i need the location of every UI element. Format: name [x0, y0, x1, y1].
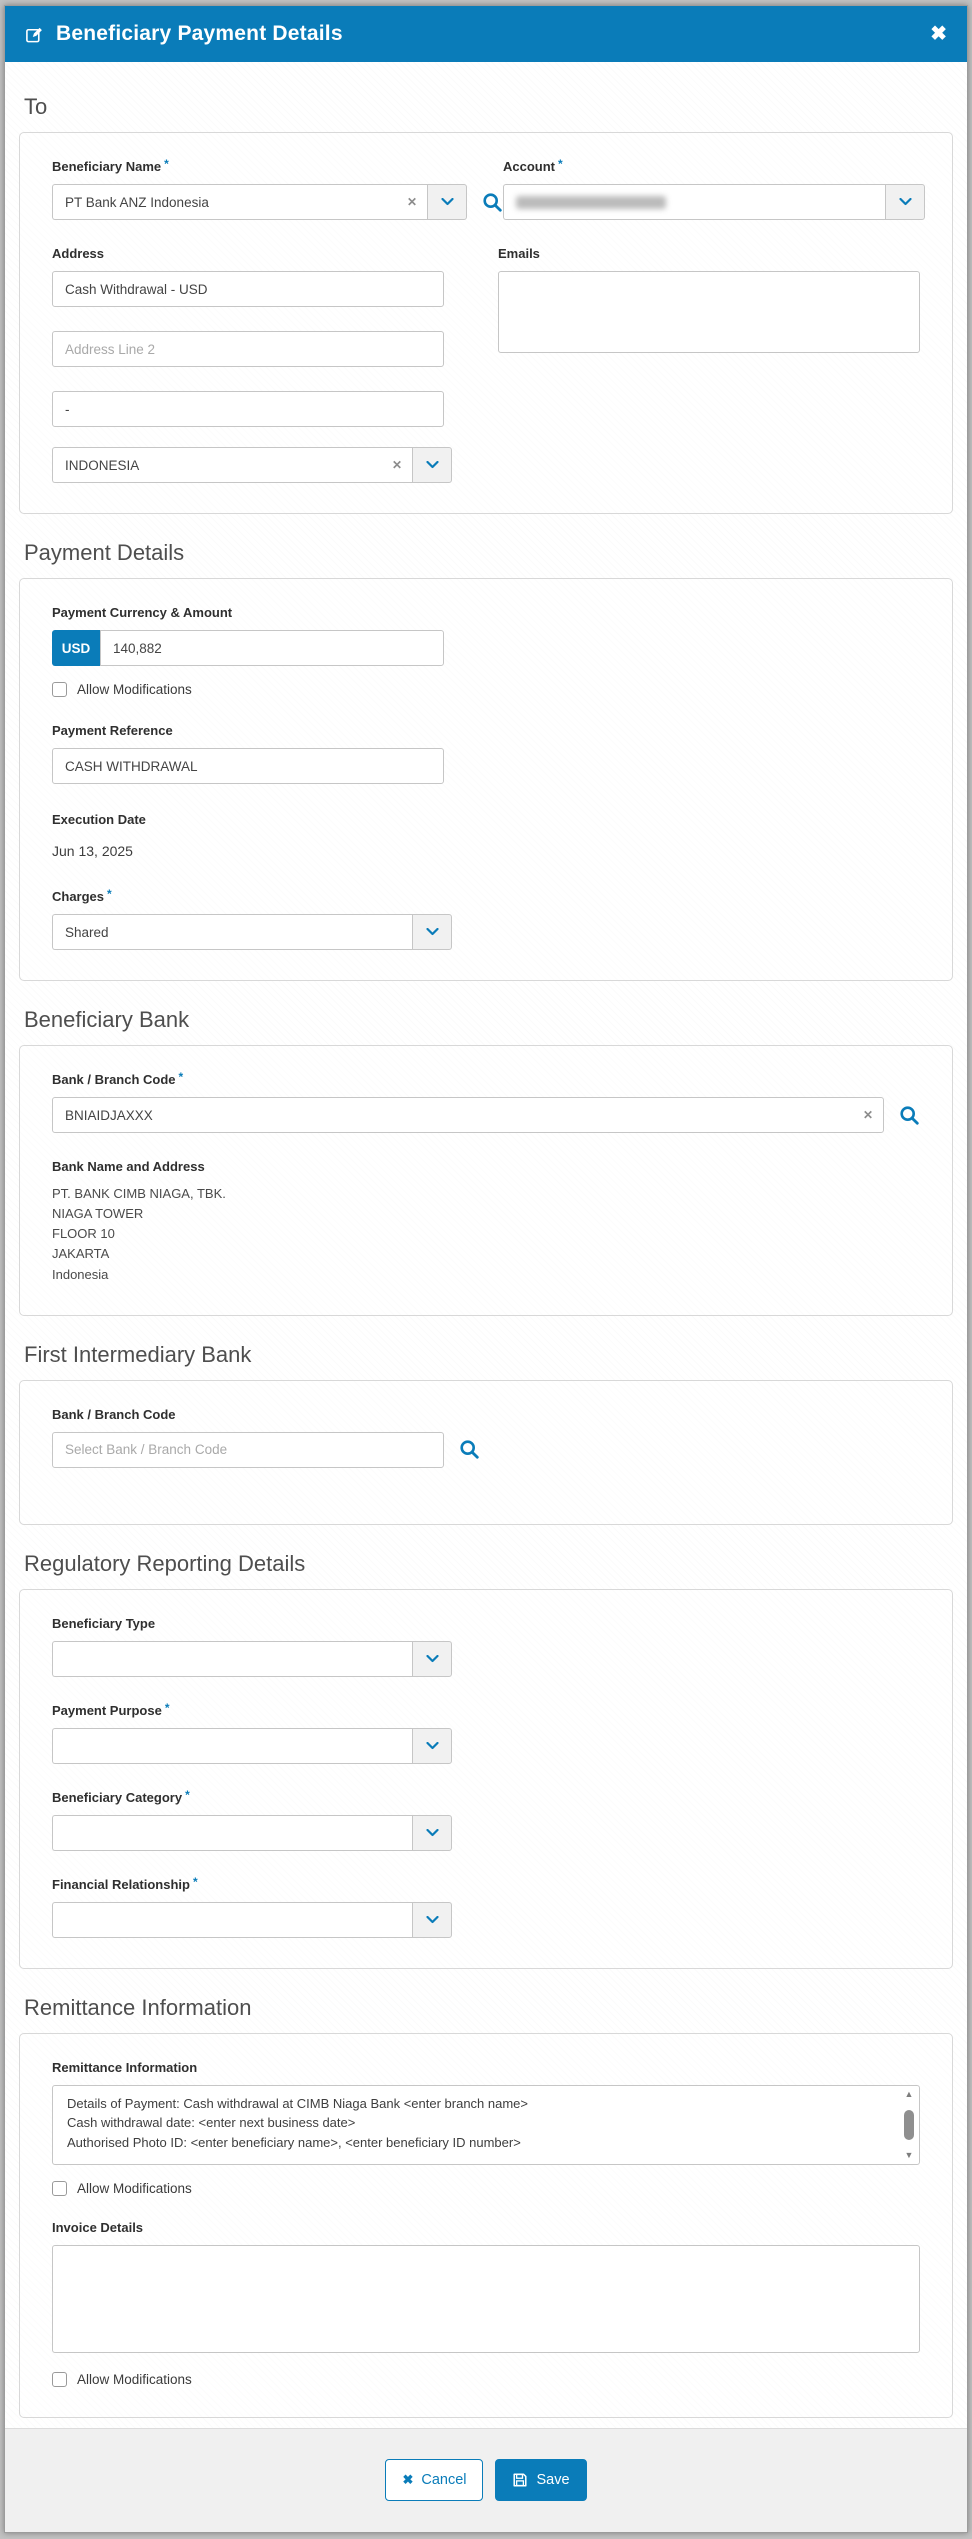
required-marker: * — [178, 1070, 184, 1084]
bank-name-address-value: PT. BANK CIMB NIAGA, TBK. NIAGA TOWER FLOOR 10 JAKARTA Indonesia — [52, 1186, 226, 1282]
charges-label: Charges * — [52, 887, 112, 904]
emails-textarea[interactable] — [498, 271, 920, 353]
edit-icon — [25, 25, 44, 44]
first-intermediary-bank-card — [19, 1380, 953, 1525]
required-marker: * — [192, 1874, 198, 1889]
bank-name-address-label: Bank Name and Address — [52, 1159, 205, 1174]
bank-branch-code-value: BNIAIDJAXXX — [65, 1107, 153, 1123]
allow-modifications-checkbox[interactable] — [52, 682, 67, 697]
address-label: Address — [52, 246, 105, 261]
close-icon[interactable]: ✖ — [930, 23, 947, 45]
account-value-redacted — [516, 196, 666, 209]
bank-branch-code-label: Bank / Branch Code * — [52, 1070, 184, 1087]
chevron-down-icon[interactable] — [885, 184, 925, 220]
remittance-card — [19, 2033, 953, 2418]
scroll-down-icon[interactable]: ▼ — [904, 2149, 914, 2160]
search-icon[interactable] — [899, 1105, 920, 1126]
chevron-down-icon[interactable] — [412, 1815, 452, 1851]
section-heading-first-intermediary-bank: First Intermediary Bank — [24, 1341, 252, 1367]
payment-purpose-select[interactable] — [52, 1728, 452, 1764]
search-icon[interactable] — [482, 192, 503, 213]
remittance-info-label: Remittance Information — [52, 2059, 198, 2075]
country-select[interactable] — [52, 447, 452, 483]
invoice-details-textarea[interactable] — [52, 2245, 920, 2353]
payment-amount-group — [52, 630, 444, 666]
payment-currency-amount-label: Payment Currency & Amount — [52, 605, 233, 620]
execution-date-value: Jun 13, 2025 — [52, 843, 133, 859]
payment-reference-input[interactable] — [52, 748, 444, 784]
beneficiary-category-select[interactable] — [52, 1815, 452, 1851]
financial-relationship-select[interactable] — [52, 1902, 452, 1938]
bank-branch-code-field[interactable] — [52, 1097, 884, 1133]
intermediary-bank-branch-code-label: Bank / Branch Code — [52, 1406, 176, 1422]
to-card — [19, 132, 953, 514]
clear-icon[interactable]: ✕ — [862, 1108, 873, 1122]
chevron-down-icon[interactable] — [412, 447, 452, 483]
charges-select[interactable] — [52, 914, 452, 950]
allow-modifications-label: Allow Modifications — [77, 2180, 192, 2196]
chevron-down-icon[interactable] — [412, 1902, 452, 1938]
beneficiary-name-value: PT Bank ANZ Indonesia — [65, 194, 209, 210]
allow-modifications-label: Allow Modifications — [77, 682, 192, 697]
beneficiary-category-label: Beneficiary Category * — [52, 1787, 190, 1805]
clear-icon[interactable]: ✕ — [406, 195, 417, 209]
modal-header — [5, 6, 967, 62]
chevron-down-icon[interactable] — [412, 1641, 452, 1677]
account-select[interactable] — [503, 184, 925, 220]
invoice-details-label: Invoice Details — [52, 2219, 144, 2235]
payment-details-card — [19, 578, 953, 981]
search-icon[interactable] — [459, 1439, 480, 1460]
allow-modifications-label: Allow Modifications — [77, 2371, 192, 2387]
save-button[interactable]: Save — [495, 2459, 586, 2501]
section-heading-beneficiary-bank: Beneficiary Bank — [24, 1007, 190, 1032]
section-heading-payment-details: Payment Details — [24, 540, 185, 565]
charges-value: Shared — [65, 924, 109, 940]
beneficiary-payment-details-modal — [4, 5, 968, 2533]
allow-modifications-checkbox[interactable] — [52, 2372, 67, 2387]
allow-modifications-checkbox[interactable] — [52, 2181, 67, 2196]
scrollbar-thumb[interactable] — [904, 2110, 914, 2140]
execution-date-label: Execution Date — [52, 812, 146, 827]
beneficiary-bank-card — [19, 1045, 953, 1316]
section-heading-remittance: Remittance Information — [24, 1994, 252, 2020]
save-disk-icon — [512, 2472, 528, 2488]
chevron-down-icon[interactable] — [412, 914, 452, 950]
regulatory-card — [19, 1589, 953, 1969]
emails-label: Emails — [498, 246, 540, 261]
beneficiary-name-select[interactable] — [52, 184, 467, 220]
country-value: INDONESIA — [65, 457, 140, 473]
required-marker: * — [558, 157, 563, 171]
chevron-down-icon[interactable] — [427, 184, 467, 220]
required-marker: * — [185, 1787, 190, 1802]
chevron-down-icon[interactable] — [412, 1728, 452, 1764]
intermediary-bank-branch-code-input[interactable] — [52, 1432, 444, 1468]
beneficiary-type-select[interactable] — [52, 1641, 452, 1677]
account-label: Account * — [503, 157, 563, 174]
amount-input[interactable] — [100, 630, 444, 666]
scroll-up-icon[interactable]: ▲ — [904, 2088, 914, 2099]
scrollbar[interactable] — [901, 2088, 917, 2162]
address-line2-input[interactable] — [52, 331, 444, 367]
payment-reference-label: Payment Reference — [52, 723, 173, 738]
financial-relationship-label: Financial Relationship * — [52, 1874, 198, 1892]
modal-title: Beneficiary Payment Details — [56, 22, 343, 45]
address-line3-input[interactable] — [52, 391, 444, 427]
beneficiary-type-label: Beneficiary Type — [52, 1615, 156, 1631]
modal-footer — [5, 2428, 967, 2532]
beneficiary-name-label: Beneficiary Name * — [52, 157, 169, 174]
payment-purpose-label: Payment Purpose * — [52, 1700, 170, 1718]
modal-body — [5, 62, 967, 2428]
required-marker: * — [107, 887, 112, 901]
cancel-button[interactable]: ✖ Cancel — [385, 2459, 483, 2501]
required-marker: * — [164, 157, 169, 171]
remittance-info-textarea[interactable]: Details of Payment: Cash withdrawal at CIMB Niaga Bank <enter branch name> Cash withdrawal date: <enter next business date> Authorised Photo ID: <enter beneficiary name>, <enter beneficiary ID number> ▲ ▼ — [52, 2085, 920, 2165]
address-line1-input[interactable] — [52, 271, 444, 307]
cancel-x-icon: ✖ — [402, 2472, 414, 2488]
section-heading-to: To — [24, 94, 48, 119]
section-heading-regulatory: Regulatory Reporting Details — [24, 1550, 306, 1576]
clear-icon[interactable]: ✕ — [391, 458, 402, 472]
required-marker: * — [164, 1700, 170, 1715]
currency-badge: USD — [52, 630, 100, 666]
